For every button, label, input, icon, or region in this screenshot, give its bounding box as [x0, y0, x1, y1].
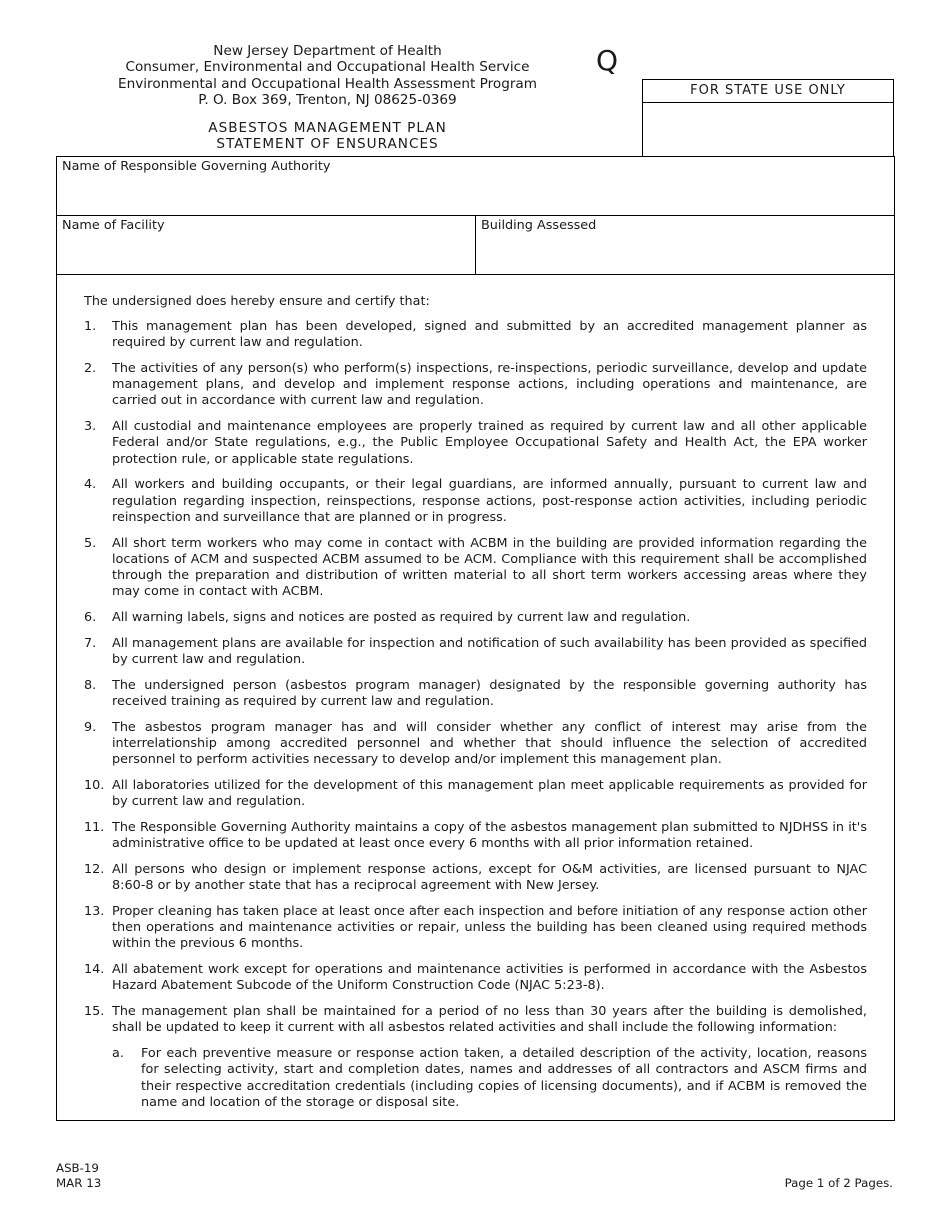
item-text: All persons who design or implement response actions, except for O&M activities, are licensed pursuant to NJAC 8:60-8 or by another state that has a reciprocal agreement with New Jersey. [112, 862, 867, 894]
item-number: 12. [84, 862, 105, 878]
state-use-box [642, 79, 894, 156]
responsible-authority-field[interactable] [57, 157, 894, 216]
item-text: All laboratories utilized for the development of this management plan meet applicable requirements as provided for by current law and regulation. [112, 778, 867, 810]
mailing-address: P. O. Box 369, Trenton, NJ 08625-0369 [198, 92, 457, 109]
item-number: 5. [84, 535, 97, 551]
agency-name: New Jersey Department of Health [213, 43, 442, 59]
list-item [84, 778, 867, 810]
item-number: 15. [84, 1004, 105, 1020]
page-number: Page 1 of 2 Pages. [784, 1176, 893, 1190]
statement-intro: The undersigned does hereby ensure and certify that: [84, 294, 430, 309]
list-item [84, 610, 867, 626]
item-number: 7. [84, 635, 97, 651]
corner-mark: Q [595, 44, 619, 77]
item-number: 6. [84, 610, 97, 626]
item-text: The activities of any person(s) who perform(s) inspections, re-inspections, periodic surveillance, develop and update management plans, and develop and implement response actions, including operations and maintenance, are carried out in accordance with current law and regulation. [112, 361, 867, 409]
state-use-label: FOR STATE USE ONLY [643, 80, 893, 103]
item-number: 14. [84, 962, 105, 978]
building-assessed-label: Building Assessed [481, 218, 597, 233]
building-assessed-field[interactable] [476, 216, 894, 274]
ensurance-list [84, 319, 867, 1121]
item-text: Proper cleaning has taken place at least once after each inspection and before initiation of any response action other then operations and maintenance activities or repair, unless the building has been cleaned using required methods within the previous 6 months. [112, 904, 867, 952]
sub-item-letter: a. [112, 1046, 124, 1062]
item-text: The asbestos program manager has and will consider whether any conflict of interest may arise from the interrelationship among accredited personnel and whether that should influence the selection of accredited personnel to perform activities necessary to develop and/or implement this management plan. [112, 719, 867, 768]
facility-name-field[interactable] [57, 216, 476, 274]
list-item [84, 477, 867, 526]
program-name: Environmental and Occupational Health Assessment Program [118, 75, 537, 92]
identification-fields [56, 156, 895, 275]
item-number: 2. [84, 361, 97, 376]
list-item [84, 904, 867, 953]
list-item [84, 862, 867, 894]
item-number: 13. [84, 904, 105, 920]
item-number: 10. [84, 778, 105, 794]
form-title-line-1: ASBESTOS MANAGEMENT PLAN [208, 119, 447, 136]
item-text: The management plan shall be maintained for a period of no less than 30 years after the building is demolished, shall be updated to keep it current with all asbestos related activities and shall include the following information: [112, 1004, 867, 1036]
item-number: 1. [84, 319, 97, 334]
list-item [84, 419, 867, 468]
item-number: 4. [84, 477, 97, 493]
list-item [84, 720, 867, 769]
item-text: All short term workers who may come in contact with ACBM in the building are provided information regarding the locations of ACM and suspected ACBM assumed to be ACM. Compliance with this requirement shall be accomplished through the preparation and distribution of written material to all short term workers accessing areas where they may come in contact with ACBM. [112, 535, 867, 600]
item-number: 3. [84, 419, 97, 435]
item-number: 8. [84, 677, 97, 693]
list-item [84, 1004, 867, 1111]
list-item [84, 678, 867, 710]
list-item [84, 636, 867, 668]
sub-item [112, 1046, 867, 1111]
form-number: ASB-19 [56, 1161, 99, 1175]
item-number: 9. [84, 719, 97, 735]
list-item [84, 536, 867, 601]
item-text: The Responsible Governing Authority maintains a copy of the asbestos management plan submitted to NJDHSS in it's administrative office to be updated at least once every 6 months with all prior information retained. [112, 820, 867, 852]
item-text: All workers and building occupants, or their legal guardians, are informed annually, pursuant to current law and regulation regarding inspection, reinspections, response actions, post-response action activities, including periodic reinspection and surveillance that are planned or in progress. [112, 477, 867, 525]
form-title-line-2: STATEMENT OF ENSURANCES [216, 136, 439, 153]
service-name: Consumer, Environmental and Occupational Health Service [125, 59, 530, 76]
facility-name-label: Name of Facility [62, 218, 165, 233]
list-item [84, 820, 867, 852]
item-text: All custodial and maintenance employees are properly trained as required by current law and all other applicable Federal and/or State regulations, e.g., the Public Employee Occupational Safety and Health Act, the EPA worker protection rule, or applicable state regulations. [112, 419, 867, 467]
list-item [84, 361, 867, 410]
statement-box [56, 274, 895, 1121]
responsible-authority-label: Name of Responsible Governing Authority [62, 159, 331, 174]
item-text: All warning labels, signs and notices are posted as required by current law and regulation. [112, 610, 691, 626]
item-text: This management plan has been developed, signed and submitted by an accredited management planner as required by current law and regulation. [112, 319, 867, 351]
list-item [84, 319, 867, 351]
item-number: 11. [84, 820, 105, 836]
form-revision: MAR 13 [56, 1175, 102, 1190]
item-text: All abatement work except for operations and maintenance activities is performed in accordance with the Asbestos Hazard Abatement Subcode of the Uniform Construction Code (NJAC 5:23-8). [112, 962, 867, 994]
sub-item-text: For each preventive measure or response action taken, a detailed description of the activity, location, reasons for selecting activity, start and completion dates, names and addresses of all contractors and ASCM firms and their respective accreditation credentials (including copies of licensing documents), and if ACBM is removed the name and location of the storage or disposal site. [141, 1046, 867, 1110]
form-header [100, 43, 555, 152]
item-text: All management plans are available for inspection and notification of such availability has been provided as specified by current law and regulation. [112, 635, 867, 668]
form-title [100, 120, 555, 153]
form-id [56, 1161, 101, 1190]
list-item [84, 962, 867, 994]
item-text: The undersigned person (asbestos program manager) designated by the responsible governing authority has received training as required by current law and regulation. [112, 677, 867, 710]
